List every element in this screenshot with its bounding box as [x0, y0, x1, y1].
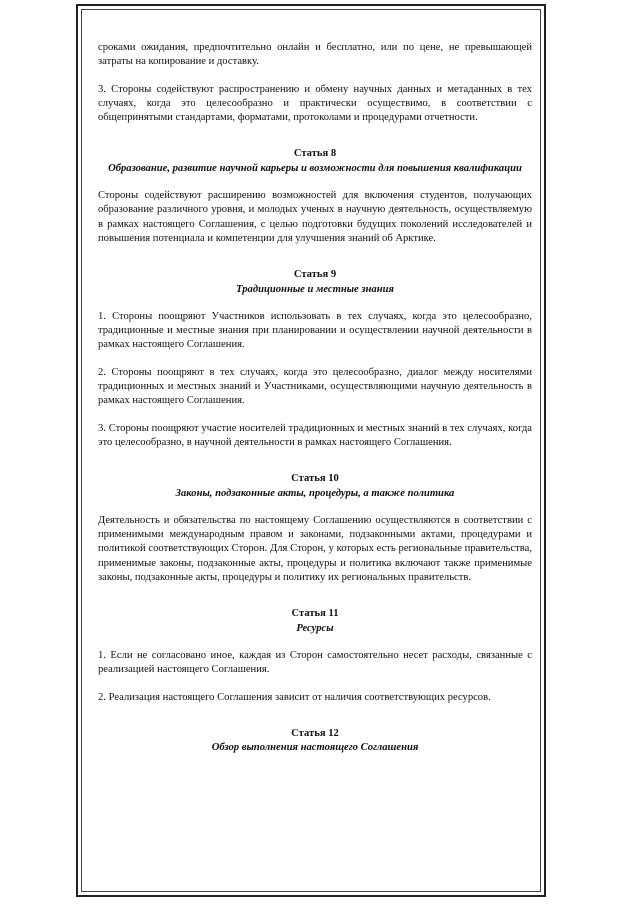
article-number: Статья 8 — [293, 148, 337, 160]
paragraph: 3. Стороны содействуют распространению и обмену научных данных и метаданных в тех случаях, когда это целесообразно и практически осуществимо, в соответствии с общепринятыми стандартами, форматами, протоколами и процедурами отчетности. — [98, 83, 532, 124]
article-11 — [98, 607, 532, 704]
article-number: Статья 9 — [293, 269, 337, 281]
article-9 — [98, 268, 532, 450]
paragraph: 2. Стороны поощряют в тех случаях, когда это целесообразно, диалог между носителями традиционных и местных знаний и Участниками, осуществляющими научную деятельность в рамках настоящего Соглашения. — [98, 366, 532, 407]
article-title: Образование, развитие научной карьеры и возможности для повышения квалификации — [108, 162, 522, 174]
article-title: Ресурсы — [296, 622, 334, 634]
article-title: Традиционные и местные знания — [236, 283, 394, 295]
paragraph: сроками ожидания, предпочтительно онлайн и бесплатно, или по цене, не превышающей затраты на копирование и доставку. — [98, 42, 532, 68]
article-12 — [98, 727, 532, 756]
paragraph: 2. Реализация настоящего Соглашения зависит от наличия соответствующих ресурсов. — [98, 691, 491, 703]
article-number: Статья 12 — [291, 727, 339, 739]
document-page — [98, 10, 532, 755]
article-number: Статья 10 — [291, 473, 339, 485]
article-title: Законы, подзаконные акты, процедуры, а также политика — [175, 487, 455, 499]
paragraph: 1. Стороны поощряют Участников использовать в тех случаях, когда это целесообразно, традиционные и местные знания при планировании и осуществлении научной деятельности в рамках настоящего Соглашения. — [98, 310, 532, 351]
article-title: Обзор выполнения настоящего Соглашения — [211, 742, 419, 754]
paragraph: 1. Если не согласовано иное, каждая из Сторон самостоятельно несет расходы, связанные с реализацией настоящего Соглашения. — [98, 649, 532, 676]
paragraph: Стороны содействуют расширению возможностей для включения студентов, получающих образование различного уровня, и молодых ученых в научную деятельность, осуществляемую в рамках настоящего Соглашения, с целью подготовки будущих поколений исследователей и повышения потенциала и компетенции для улучшения знаний об Арктике. — [98, 190, 532, 244]
paragraph: Деятельность и обязательства по настоящему Соглашению осуществляются в соответствии с применимыми международным правом и законами, подзаконными актами, процедурами и политикой соответствующих Сторон. Для Сторон, у которых есть региональные правительства, применимые законы, подзаконные акты, процедуры и политика включают также применимые законы, подзаконные акты, процедуры и политику их региональных правительств. — [98, 514, 532, 584]
article-number: Статья 11 — [291, 608, 339, 620]
article-10 — [98, 472, 532, 585]
article-8 — [98, 147, 532, 246]
paragraph: 3. Стороны поощряют участие носителей традиционных и местных знаний в тех случаях, когда это целесообразно, в научной деятельности в рамках настоящего Соглашения. — [98, 422, 532, 448]
